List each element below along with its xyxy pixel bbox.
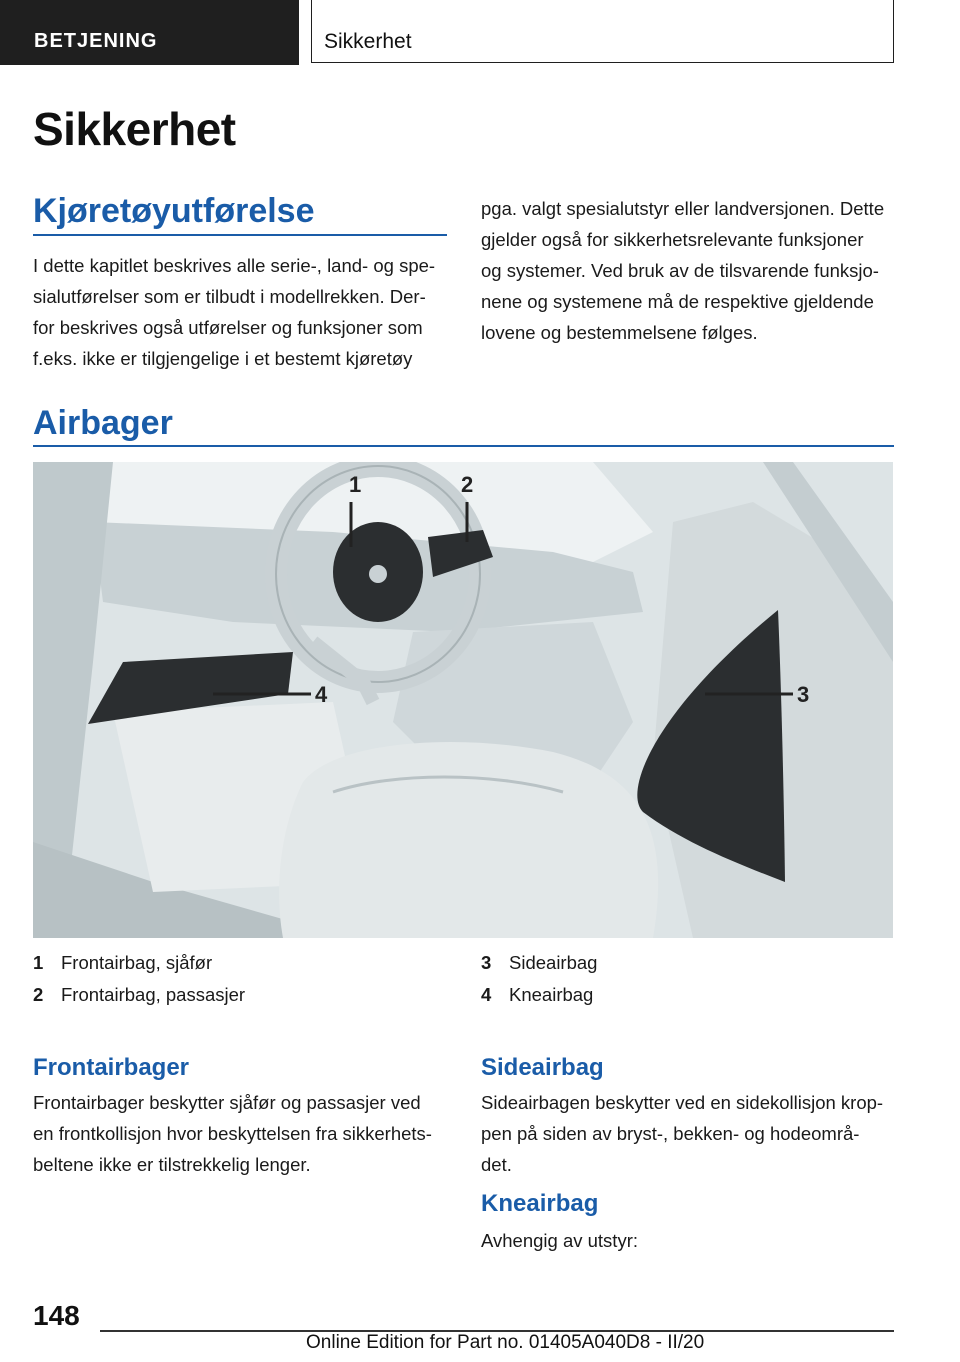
airbags-heading: Airbager: [33, 404, 173, 442]
vehicle-left-line: sialutførelser som er tilbudt i modellrekken. Der-: [33, 286, 426, 307]
vehicle-heading: Kjøretøyutførelse: [33, 192, 315, 230]
footer-edition: Online Edition for Part no. 01405A040D8 - II/20: [306, 1332, 705, 1353]
front-airbags-heading: Frontairbager: [33, 1054, 190, 1081]
vehicle-left-line: for beskrives også utførelser og funksjoner som: [33, 317, 423, 338]
front-line: en frontkollisjon hvor beskyttelsen fra sikkerhets-: [33, 1123, 432, 1144]
side-airbag-heading: Sideairbag: [481, 1054, 604, 1081]
page-number: 148: [33, 1300, 80, 1331]
callout-4: 4: [315, 682, 328, 707]
front-line: Frontairbager beskytter sjåfør og passasjer ved: [33, 1092, 421, 1113]
airbags-heading-rule: [33, 445, 894, 447]
header-section-label: BETJENING: [34, 30, 158, 52]
side-line: Sideairbagen beskytter ved en sidekollisjon krop-: [481, 1092, 884, 1113]
vehicle-right-line: nene og systemene må de respektive gjeldende: [481, 291, 874, 312]
legend-label: Frontairbag, passasjer: [61, 984, 246, 1005]
side-airbag-text: [481, 1087, 911, 1180]
legend-number: 4: [481, 984, 492, 1005]
airbag-illustration: [33, 462, 893, 938]
legend-label: Sideairbag: [509, 952, 598, 973]
knee-airbag-heading: Kneairbag: [481, 1190, 599, 1217]
vehicle-left-line: f.eks. ikke er tilgjengelige i et bestemt kjøretøy: [33, 348, 413, 369]
car-interior-drawing: [33, 462, 893, 938]
side-line: det.: [481, 1154, 512, 1175]
legend-label: Frontairbag, sjåfør: [61, 952, 213, 973]
legend-number: 1: [33, 952, 44, 973]
page-title: Sikkerhet: [33, 103, 236, 155]
header-chapter-label: Sikkerhet: [324, 30, 412, 53]
vehicle-left-line: I dette kapitlet beskrives alle serie-, land- og spe-: [33, 255, 436, 276]
callout-3: 3: [797, 682, 810, 707]
header-section-tab: [0, 0, 299, 65]
vehicle-text-left: [33, 250, 453, 374]
legend-label: Kneairbag: [509, 984, 594, 1005]
vehicle-right-line: pga. valgt spesialutstyr eller landversjonen. Dette: [481, 198, 885, 219]
side-line: pen på siden av bryst-, bekken- og hodeområ-: [481, 1123, 860, 1144]
knee-airbag-text: [481, 1225, 911, 1256]
vehicle-text-right: [481, 193, 901, 348]
callout-1: 1: [349, 472, 362, 497]
header-chapter-tab: [311, 0, 894, 63]
legend-number: 2: [33, 984, 44, 1005]
legend-number: 3: [481, 952, 492, 973]
vehicle-right-line: og systemer. Ved bruk av de tilsvarende funksjo-: [481, 260, 879, 281]
callout-2: 2: [461, 472, 474, 497]
vehicle-heading-rule: [33, 234, 447, 236]
knee-line: Avhengig av utstyr:: [481, 1230, 638, 1251]
vehicle-right-line: gjelder også for sikkerhetsrelevante funksjoner: [481, 229, 864, 250]
vehicle-right-line: lovene og bestemmelsene følges.: [481, 322, 758, 343]
front-airbags-text: [33, 1087, 463, 1180]
front-line: beltene ikke er tilstrekkelig lenger.: [33, 1154, 311, 1175]
